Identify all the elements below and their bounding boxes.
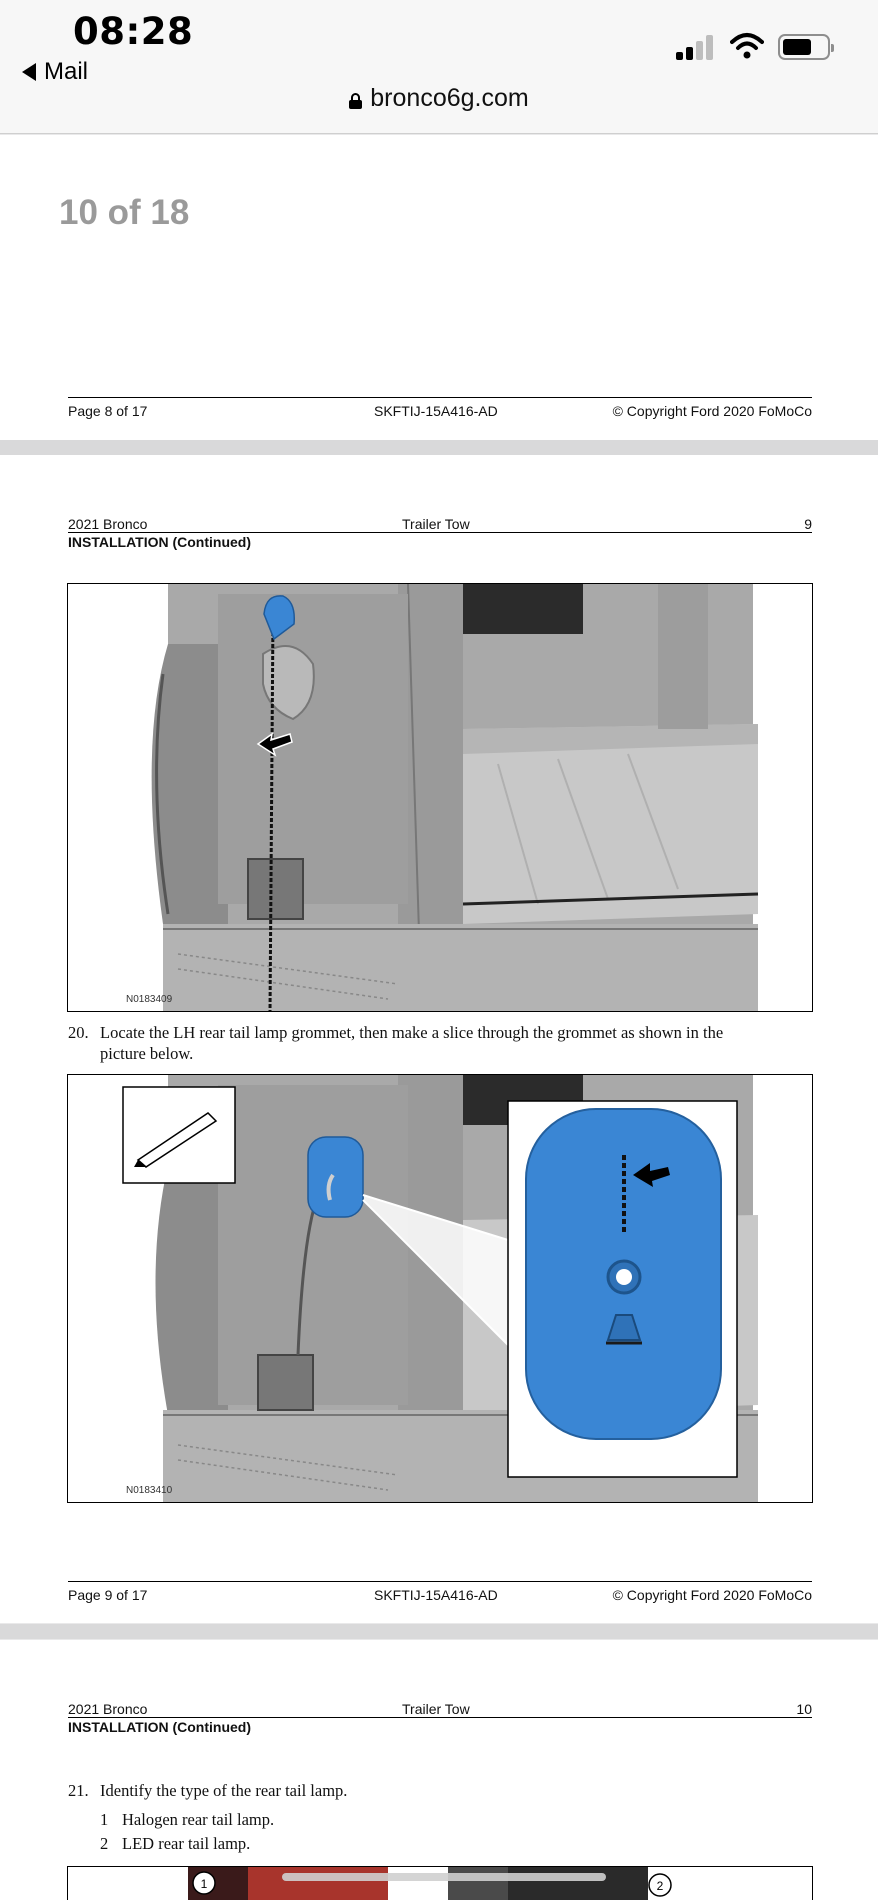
option-text: LED rear tail lamp. bbox=[122, 1834, 251, 1853]
step-number: 20. bbox=[68, 1023, 89, 1042]
section-heading: INSTALLATION (Continued) bbox=[68, 1719, 251, 1735]
option-led bbox=[100, 1834, 250, 1854]
grommet-slice-illustration bbox=[68, 1075, 813, 1503]
vehicle-illustration bbox=[68, 584, 813, 1012]
page-header bbox=[68, 1700, 812, 1735]
figure-tail-lamp-types bbox=[67, 1866, 813, 1900]
header-title: Trailer Tow bbox=[402, 1701, 470, 1717]
footer-copyright: © Copyright Ford 2020 FoMoCo bbox=[612, 1587, 812, 1603]
step-text-line1: Locate the LH rear tail lamp grommet, then make a slice through the grommet as shown in the bbox=[100, 1023, 724, 1042]
header-page-number: 10 bbox=[796, 1701, 812, 1717]
lock-icon bbox=[349, 93, 362, 109]
horizontal-scroll-indicator[interactable] bbox=[282, 1873, 606, 1881]
header-model: 2021 Bronco bbox=[68, 1701, 148, 1717]
page-divider bbox=[0, 1624, 878, 1639]
pdf-page-10 bbox=[0, 1640, 878, 1900]
step-20 bbox=[68, 1022, 723, 1064]
figure-id: N0183409 bbox=[126, 994, 173, 1005]
pdf-page-9 bbox=[0, 455, 878, 1623]
battery-icon bbox=[778, 34, 830, 60]
option-number: 1 bbox=[100, 1810, 109, 1829]
footer-doc-id: SKFTIJ-15A416-AD bbox=[374, 403, 498, 419]
page-footer bbox=[68, 397, 812, 419]
cellular-signal-icon bbox=[676, 34, 716, 60]
option-halogen bbox=[100, 1810, 274, 1830]
page-counter: 10 of 18 bbox=[59, 193, 190, 232]
wifi-icon bbox=[730, 32, 764, 60]
step-text: Identify the type of the rear tail lamp. bbox=[100, 1781, 348, 1800]
footer-page-number: Page 9 of 17 bbox=[68, 1587, 148, 1603]
status-bar bbox=[0, 0, 878, 134]
header-model: 2021 Bronco bbox=[68, 516, 148, 532]
footer-doc-id: SKFTIJ-15A416-AD bbox=[374, 1587, 498, 1603]
option-text: Halogen rear tail lamp. bbox=[122, 1810, 275, 1829]
tail-lamp-photos bbox=[68, 1867, 813, 1900]
back-to-mail-button[interactable] bbox=[22, 58, 88, 86]
figure-id: N0183410 bbox=[126, 1485, 173, 1496]
step-21 bbox=[68, 1780, 347, 1801]
header-title: Trailer Tow bbox=[402, 516, 470, 532]
url-text: bronco6g.com bbox=[370, 84, 529, 112]
clock-time: 08:28 bbox=[73, 10, 194, 53]
header-page-number: 9 bbox=[804, 516, 812, 532]
back-arrow-icon bbox=[22, 63, 36, 81]
figure-tail-lamp-area bbox=[67, 583, 813, 1012]
step-text-line2: picture below. bbox=[100, 1044, 194, 1063]
footer-copyright: © Copyright Ford 2020 FoMoCo bbox=[612, 403, 812, 419]
page-header bbox=[68, 515, 812, 550]
footer-page-number: Page 8 of 17 bbox=[68, 403, 148, 419]
page-divider bbox=[0, 440, 878, 455]
figure-grommet-slice bbox=[67, 1074, 813, 1503]
address-bar[interactable] bbox=[0, 84, 878, 113]
back-label: Mail bbox=[44, 58, 89, 85]
callout-2: 2 bbox=[656, 1879, 664, 1893]
page-footer bbox=[68, 1581, 812, 1603]
option-number: 2 bbox=[100, 1834, 109, 1853]
callout-1: 1 bbox=[200, 1877, 208, 1891]
step-number: 21. bbox=[68, 1781, 89, 1800]
pdf-page-8 bbox=[0, 135, 878, 440]
section-heading: INSTALLATION (Continued) bbox=[68, 534, 251, 550]
